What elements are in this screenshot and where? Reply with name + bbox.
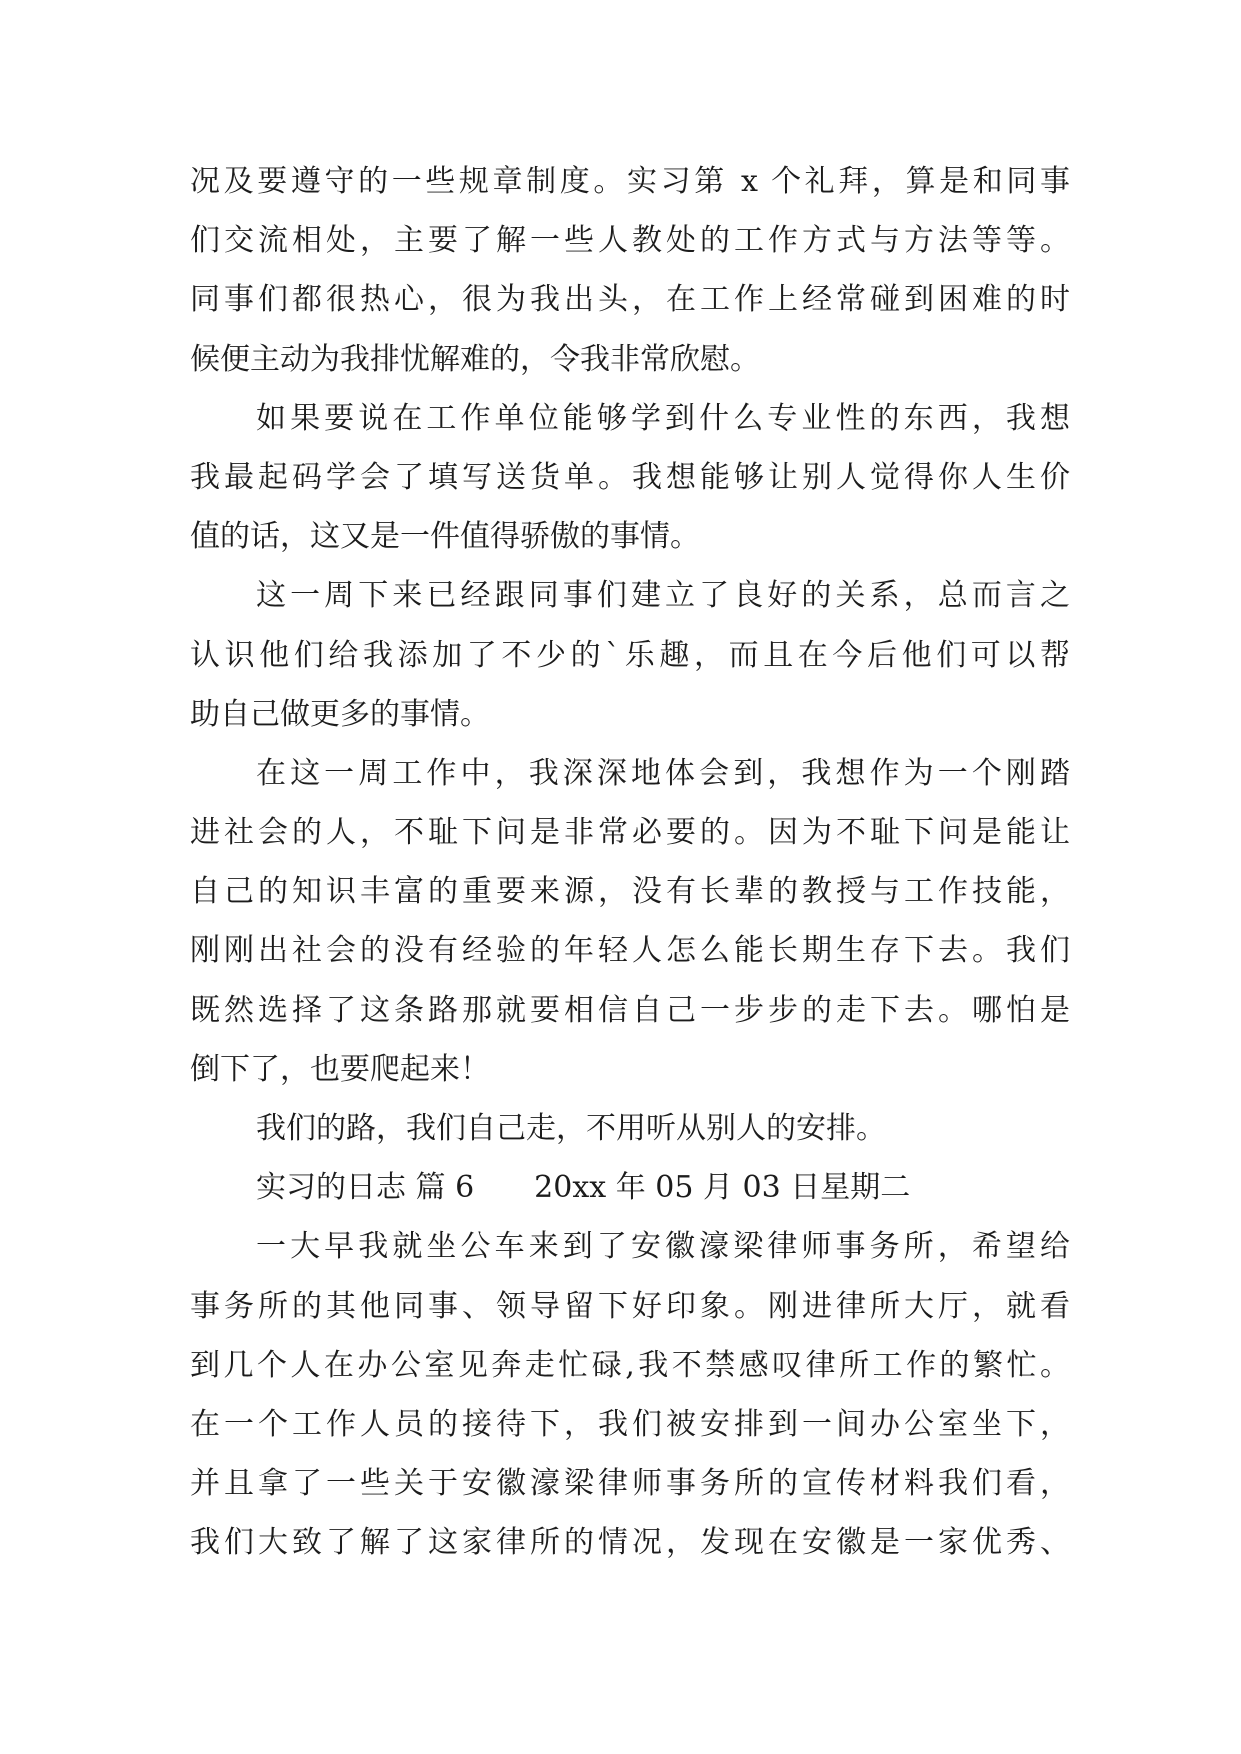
text-line: 并且拿了一些关于安徽濠梁律师事务所的宣传材料我们看， bbox=[190, 1466, 1070, 1502]
paragraph-first-line: 我们的路，我们自己走，不用听从别人的安排。 bbox=[256, 1111, 886, 1146]
paragraph-first-line: 这一周下来已经跟同事们建立了良好的关系，总而言之 bbox=[256, 578, 1070, 614]
text-line: 我最起码学会了填写送货单。我想能够让别人觉得你人生价 bbox=[190, 459, 1070, 495]
text-line: 在一个工作人员的接待下，我们被安排到一间办公室坐下， bbox=[190, 1406, 1070, 1442]
entry-title: 实习的日志 篇 6 bbox=[256, 1170, 475, 1206]
text-line: 刚刚出社会的没有经验的年轻人怎么能长期生存下去。我们 bbox=[190, 933, 1070, 969]
text-line: 事务所的其他同事、领导留下好印象。刚进律所大厅，就看 bbox=[190, 1288, 1070, 1324]
text-line: 进社会的人，不耻下问是非常必要的。因为不耻下问是能让 bbox=[190, 815, 1070, 851]
paragraph-first-line: 在这一周工作中，我深深地体会到，我想作为一个刚踏 bbox=[256, 755, 1070, 791]
text-line: 值的话，这又是一件值得骄傲的事情。 bbox=[190, 519, 700, 555]
text-line: 倒下了，也要爬起来！ bbox=[190, 1051, 490, 1087]
document-body bbox=[190, 152, 1070, 1573]
paragraph-first-line: 如果要说在工作单位能够学到什么专业性的东西，我想 bbox=[256, 400, 1070, 436]
text-line: 自己的知识丰富的重要来源，没有长辈的教授与工作技能， bbox=[190, 874, 1070, 910]
text-line: 认识他们给我添加了不少的`乐趣，而且在今后他们可以帮 bbox=[190, 637, 1070, 673]
text-line: 况及要遵守的一些规章制度。实习第 x 个礼拜，算是和同事 bbox=[190, 164, 1070, 199]
text-line: 候便主动为我排忧解难的，令我非常欣慰。 bbox=[190, 341, 760, 377]
text-line: 到几个人在办公室见奔走忙碌,我不禁感叹律所工作的繁忙。 bbox=[190, 1347, 1070, 1383]
text-line: 我们大致了解了这家律所的情况，发现在安徽是一家优秀、 bbox=[190, 1525, 1070, 1561]
text-line: 同事们都很热心，很为我出头，在工作上经常碰到困难的时 bbox=[190, 282, 1070, 318]
paragraph-first-line: 一大早我就坐公车来到了安徽濠梁律师事务所，希望给 bbox=[256, 1229, 1070, 1265]
entry-heading bbox=[190, 1158, 1070, 1217]
entry-date: 20xx 年 05 月 03 日星期二 bbox=[534, 1170, 911, 1206]
text-line: 既然选择了这条路那就要相信自己一步步的走下去。哪怕是 bbox=[190, 992, 1070, 1028]
text-line: 助自己做更多的事情。 bbox=[190, 696, 490, 732]
text-line: 们交流相处，主要了解一些人教处的工作方式与方法等等。 bbox=[190, 223, 1070, 259]
